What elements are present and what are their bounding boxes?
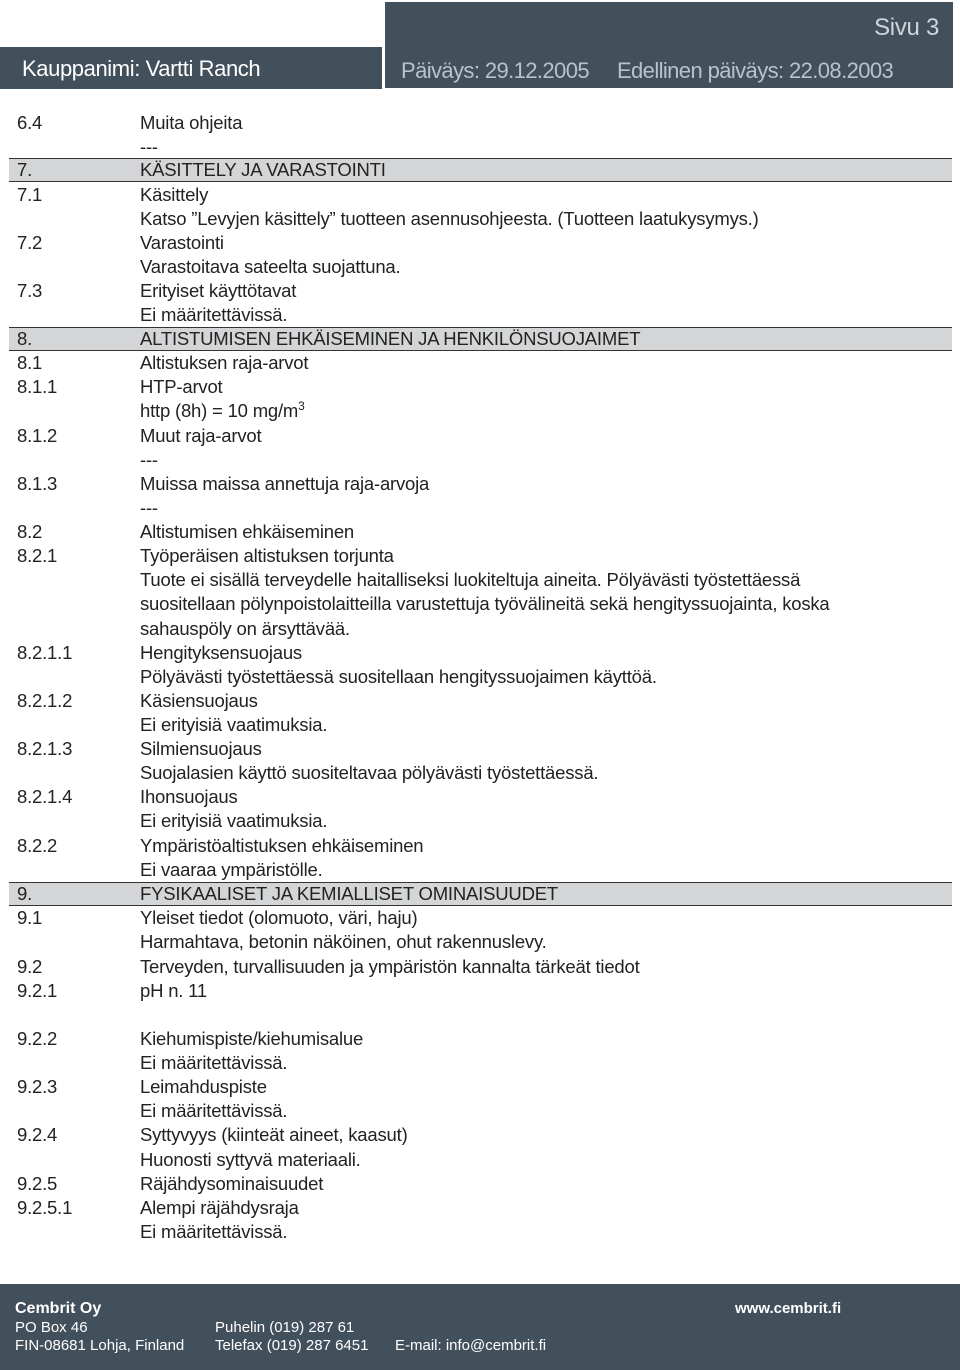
row-number: 8.1.2 — [17, 425, 58, 446]
row-number: 8.2.1.1 — [17, 642, 73, 663]
row-text-content: Työperäisen altistuksen torjunta — [140, 545, 394, 566]
document-row — [9, 351, 952, 375]
row-text-content: Suojalasien käyttö suositeltavaa pölyävästi työstettäessä. — [140, 762, 599, 783]
footer-phone: Puhelin (019) 287 61 — [215, 1319, 355, 1336]
row-text — [140, 834, 423, 858]
row-text-content: Erityiset käyttötavat — [140, 280, 297, 301]
row-text — [140, 399, 305, 423]
header-dates — [401, 58, 893, 84]
row-number: 7.3 — [17, 280, 43, 301]
row-text — [140, 930, 547, 954]
document-row — [9, 1003, 952, 1027]
row-text-content: Ympäristöaltistuksen ehkäiseminen — [140, 835, 424, 856]
footer-company: Cembrit Oy — [15, 1300, 102, 1317]
document-row — [9, 472, 952, 496]
row-text — [140, 1123, 408, 1147]
row-text-content: suositellaan pölynpoistolaitteilla varustettuja työvälineitä sekä hengityssuojainta, koska — [140, 593, 830, 614]
row-number: 9.2.4 — [17, 1124, 58, 1145]
document-row — [9, 834, 952, 858]
document-row — [9, 665, 952, 689]
row-number: 8.1.1 — [17, 376, 58, 397]
row-text — [140, 472, 429, 496]
row-text-content: Ei määritettävissä. — [140, 1052, 288, 1073]
row-text-content: HTP-arvot — [140, 376, 223, 397]
row-text-content: Muut raja-arvot — [140, 425, 262, 446]
row-text-content: Terveyden, turvallisuuden ja ympäristön kannalta tärkeät tiedot — [140, 956, 640, 977]
row-text — [140, 809, 327, 833]
row-text — [140, 858, 323, 882]
row-text — [140, 1099, 287, 1123]
row-text — [140, 351, 308, 375]
row-text-content: pH n. 11 — [140, 980, 207, 1001]
row-text — [140, 689, 258, 713]
document-row — [9, 1075, 952, 1099]
row-number: 7.2 — [17, 232, 43, 253]
row-text-content: Altistumisen ehkäiseminen — [140, 521, 355, 542]
section-heading — [9, 882, 952, 906]
row-text — [140, 183, 208, 207]
row-text — [140, 761, 598, 785]
row-text-content: sahauspöly on ärsyttävää. — [140, 618, 350, 639]
document-row — [9, 183, 952, 207]
row-text-content: Pölyävästi työstettäessä suositellaan hengityssuojaimen käyttöä. — [140, 666, 657, 687]
document-row — [9, 955, 952, 979]
row-text — [140, 496, 158, 520]
row-number: 8.2.1.3 — [17, 738, 73, 759]
row-text — [140, 328, 640, 350]
row-text — [140, 1051, 287, 1075]
row-text-content: Tuote ei sisällä terveydelle haitalliseksi luokiteltuja aineita. Pölyävästi työstettäessä — [140, 569, 801, 590]
row-text — [140, 1220, 287, 1244]
row-text — [140, 737, 262, 761]
document-row — [9, 1148, 952, 1172]
header-date: Päiväys: 29.12.2005 — [401, 58, 589, 83]
row-text — [140, 424, 261, 448]
document-row — [9, 761, 952, 785]
row-text-content: Syttyvyys (kiinteät aineet, kaasut) — [140, 1124, 408, 1145]
row-text — [140, 520, 354, 544]
row-text-content: Ei erityisiä vaatimuksia. — [140, 810, 328, 831]
row-text — [140, 641, 302, 665]
row-number: 9.2.5 — [17, 1173, 58, 1194]
row-text-content: Leimahduspiste — [140, 1076, 267, 1097]
row-text-content: Ei määritettävissä. — [140, 304, 288, 325]
document-row — [9, 568, 952, 592]
row-text-content: Huonosti syttyvä materiaali. — [140, 1149, 361, 1170]
row-text-content: --- — [140, 136, 158, 157]
row-text-content: Silmiensuojaus — [140, 738, 262, 759]
row-text-content: ALTISTUMISEN EHKÄISEMINEN JA HENKILÖNSUOJAIMET — [140, 328, 641, 349]
row-text — [140, 1148, 361, 1172]
document-row — [9, 255, 952, 279]
document-row — [9, 979, 952, 1003]
row-text-content: Katso ”Levyjen käsittely” tuotteen asennusohjeesta. (Tuotteen laatukysymys.) — [140, 208, 759, 229]
document-row — [9, 135, 952, 159]
row-text-content: Ei määritettävissä. — [140, 1100, 288, 1121]
row-number: 8.1 — [17, 352, 43, 373]
row-text — [140, 111, 242, 135]
section-heading — [9, 158, 952, 182]
document-row — [9, 111, 952, 135]
document-row — [9, 399, 952, 423]
document-row — [9, 544, 952, 568]
row-text — [140, 135, 158, 159]
row-text-content: Ihonsuojaus — [140, 786, 238, 807]
row-text-content: FYSIKAALISET JA KEMIALLISET OMINAISUUDET — [140, 883, 558, 904]
footer-po-box: PO Box 46 — [15, 1319, 88, 1336]
row-text — [140, 279, 296, 303]
row-number: 9.2 — [17, 956, 43, 977]
document-row — [9, 689, 952, 713]
row-number: 8.2 — [17, 521, 43, 542]
document-row — [9, 737, 952, 761]
row-number: 9.2.5.1 — [17, 1197, 73, 1218]
row-text-content: Kiehumispiste/kiehumisalue — [140, 1028, 364, 1049]
row-text-content: Muissa maissa annettuja raja-arvoja — [140, 473, 430, 494]
row-superscript: 3 — [298, 399, 305, 413]
row-number: 7. — [17, 159, 33, 180]
row-text — [140, 979, 207, 1003]
row-text — [140, 375, 223, 399]
row-number: 8.2.1.4 — [17, 786, 73, 807]
document-row — [9, 207, 952, 231]
document-row — [9, 858, 952, 882]
document-row — [9, 1027, 952, 1051]
row-number: 8.1.3 — [17, 473, 58, 494]
document-row — [9, 930, 952, 954]
row-text — [140, 255, 400, 279]
row-text — [140, 303, 287, 327]
row-text-content: --- — [140, 497, 158, 518]
row-text — [140, 1196, 299, 1220]
header-date-bar — [385, 2, 953, 88]
row-number: 9.2.1 — [17, 980, 58, 1001]
document-row — [9, 448, 952, 472]
document-row — [9, 809, 952, 833]
footer — [0, 1284, 960, 1370]
row-text — [140, 1027, 363, 1051]
row-text-content: Räjähdysominaisuudet — [140, 1173, 324, 1194]
row-text-content: Ei erityisiä vaatimuksia. — [140, 714, 328, 735]
document-row — [9, 1051, 952, 1075]
header-company: Kauppanimi: Vartti Ranch — [22, 56, 261, 81]
document-row — [9, 785, 952, 809]
row-text-content: Ei vaaraa ympäristölle. — [140, 859, 323, 880]
header-previous-date: Edellinen päiväys: 22.08.2003 — [616, 58, 894, 83]
document-row — [9, 1099, 952, 1123]
row-text-content: --- — [140, 449, 158, 470]
document-row — [9, 303, 952, 327]
document-row — [9, 1123, 952, 1147]
row-number: 8. — [17, 328, 33, 349]
row-text — [140, 713, 327, 737]
row-text-content: KÄSITTELY JA VARASTOINTI — [140, 159, 386, 180]
footer-address: FIN-08681 Lohja, Finland — [15, 1337, 185, 1354]
row-text — [140, 1172, 323, 1196]
footer-fax: Telefax (019) 287 6451 — [215, 1337, 369, 1354]
header-company-bar — [0, 47, 382, 89]
row-number: 7.1 — [17, 184, 43, 205]
document-row — [9, 375, 952, 399]
row-text-content: Hengityksensuojaus — [140, 642, 302, 663]
row-number: 8.2.1.2 — [17, 690, 73, 711]
row-text — [140, 544, 394, 568]
row-number: 9.2.3 — [17, 1076, 58, 1097]
row-text-content: Ei määritettävissä. — [140, 1221, 288, 1242]
document-row — [9, 520, 952, 544]
document-row — [9, 231, 952, 255]
row-text — [140, 159, 386, 181]
row-text-content: Varastoitava sateelta suojattuna. — [140, 256, 401, 277]
row-text-content: Alempi räjähdysraja — [140, 1197, 299, 1218]
row-text-content: Muita ohjeita — [140, 112, 243, 133]
document-row — [9, 424, 952, 448]
row-number: 6.4 — [17, 112, 43, 133]
row-text — [140, 665, 657, 689]
row-text-content: Varastointi — [140, 232, 224, 253]
row-text — [140, 1075, 267, 1099]
row-text — [140, 231, 224, 255]
row-text — [140, 955, 640, 979]
document-row — [9, 496, 952, 520]
document-row — [9, 906, 952, 930]
document-row — [9, 592, 952, 616]
document-row — [9, 641, 952, 665]
document-row — [9, 1220, 952, 1244]
document-row — [9, 713, 952, 737]
document-row — [9, 1196, 952, 1220]
footer-website[interactable]: www.cembrit.fi — [735, 1300, 842, 1317]
document-row — [9, 617, 952, 641]
row-number: 9.1 — [17, 907, 43, 928]
row-text-content: Käsittely — [140, 184, 209, 205]
row-text-content: Yleiset tiedot (olomuoto, väri, haju) — [140, 907, 418, 928]
footer-email[interactable]: E-mail: info@cembrit.fi — [395, 1337, 547, 1354]
document-row — [9, 1172, 952, 1196]
page-number: Sivu 3 — [874, 14, 939, 41]
section-heading — [9, 327, 952, 351]
row-text-content: Harmahtava, betonin näköinen, ohut rakennuslevy. — [140, 931, 547, 952]
row-text — [140, 568, 800, 592]
row-text-content: Käsiensuojaus — [140, 690, 258, 711]
row-text — [140, 207, 759, 231]
row-number: 9. — [17, 883, 33, 904]
row-text-content: http (8h) = 10 mg/m — [140, 400, 299, 421]
row-number: 8.2.1 — [17, 545, 58, 566]
row-number: 8.2.2 — [17, 835, 58, 856]
row-text — [140, 785, 238, 809]
row-text — [140, 883, 558, 905]
row-text-content: Altistuksen raja-arvot — [140, 352, 309, 373]
row-text — [140, 617, 350, 641]
row-text — [140, 906, 417, 930]
document-row — [9, 279, 952, 303]
row-number: 9.2.2 — [17, 1028, 58, 1049]
row-text — [140, 448, 158, 472]
row-text — [140, 592, 830, 616]
